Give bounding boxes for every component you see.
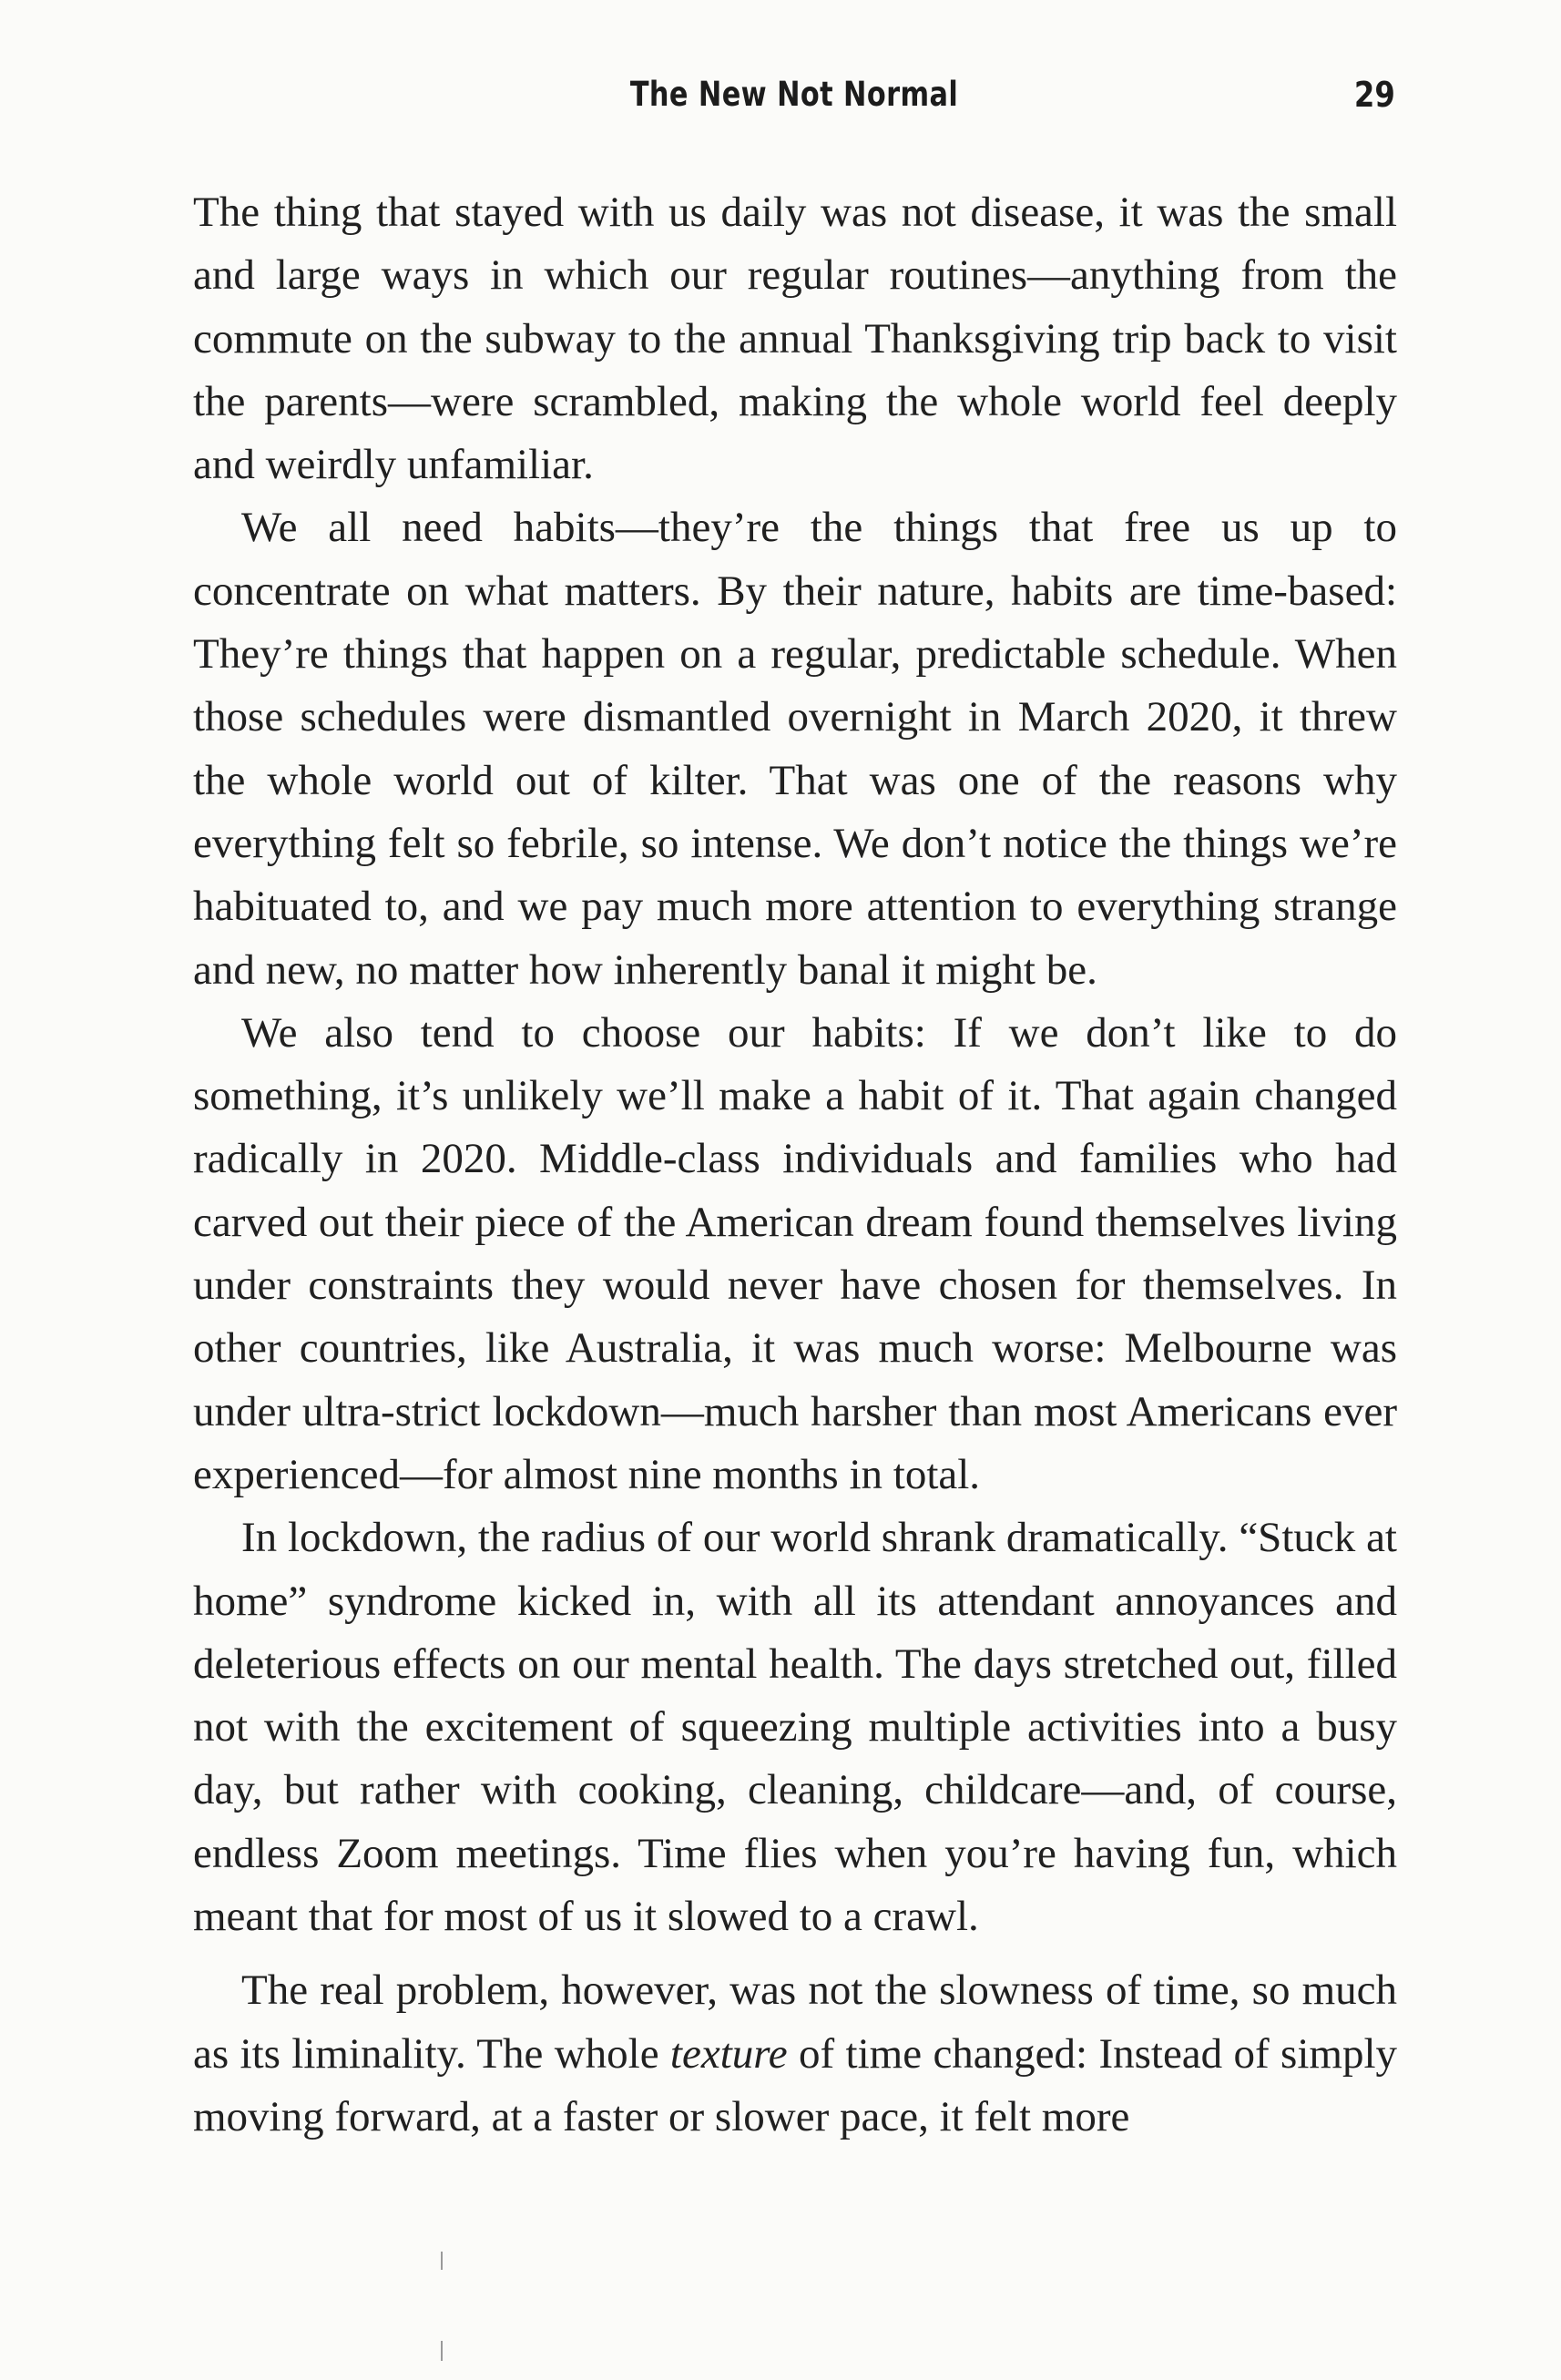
scan-mark-lower: [441, 2341, 443, 2361]
paragraph-2: We all need habits—they’re the things that free us up to concentrate on what matters. By their nature, habits are time-based: They’re things that happen on a regular, predictable schedule. When those schedules were dismantled overnight in March 2020, it threw the whole world out of kilter. That was one of the reasons why everything felt so febrile, so intense. We don’t notice the things we’re habituated to, and we pay much more attention to everything strange and new, no matter how inherently banal it might be.: [193, 504, 1397, 994]
body-text: [193, 181, 1397, 2149]
paragraph-3: We also tend to choose our habits: If we don’t like to do something, it’s unlikely we’ll make a habit of it. That again changed radically in 2020. Middle-class individuals and families who had carved out their piece of the American dream found themselves living under constraints they would never have chosen for themselves. In other countries, like Australia, it was much worse: Melbourne was under ultra-strict lockdown—much harsher than most Americans ever experienced—for almost nine months in total.: [193, 1008, 1397, 1498]
running-head: [193, 75, 1395, 129]
paragraph-5-end: of time changed: Instead of simply moving forward, at a faster or slower pace, it felt more: [193, 2029, 1398, 2140]
running-title: The New Not Normal: [629, 75, 959, 114]
paragraph-5-start: The real problem, however, was not the slowness of time, so much as its liminality. The whole: [193, 1966, 1397, 2078]
paragraph-5: [193, 1959, 1397, 2149]
paragraph-5-emphasis: texture: [669, 2029, 788, 2078]
paragraph-1: The thing that stayed with us daily was not disease, it was the small and large ways in which our regular routines—anything from the commute on the subway to the annual Thanksgiving trip back to visit the parents—were scrambled, making the whole world feel deeply and weirdly unfamiliar.: [193, 189, 1397, 489]
scan-mark-upper: [441, 2252, 443, 2270]
page-number: 29: [1354, 75, 1395, 115]
paragraph-4: In lockdown, the radius of our world shrank dramatically. “Stuck at home” syndrome kicked in, with all its attendant annoyances and deleterious effects on our mental health. The days stretched out, filled not with the excitement of squeezing multiple activities into a busy day, but rather with cooking, cleaning, childcare—and, of course, endless Zoom meetings. Time flies when you’re having fun, which meant that for most of us it slowed to a crawl.: [193, 1514, 1397, 1941]
